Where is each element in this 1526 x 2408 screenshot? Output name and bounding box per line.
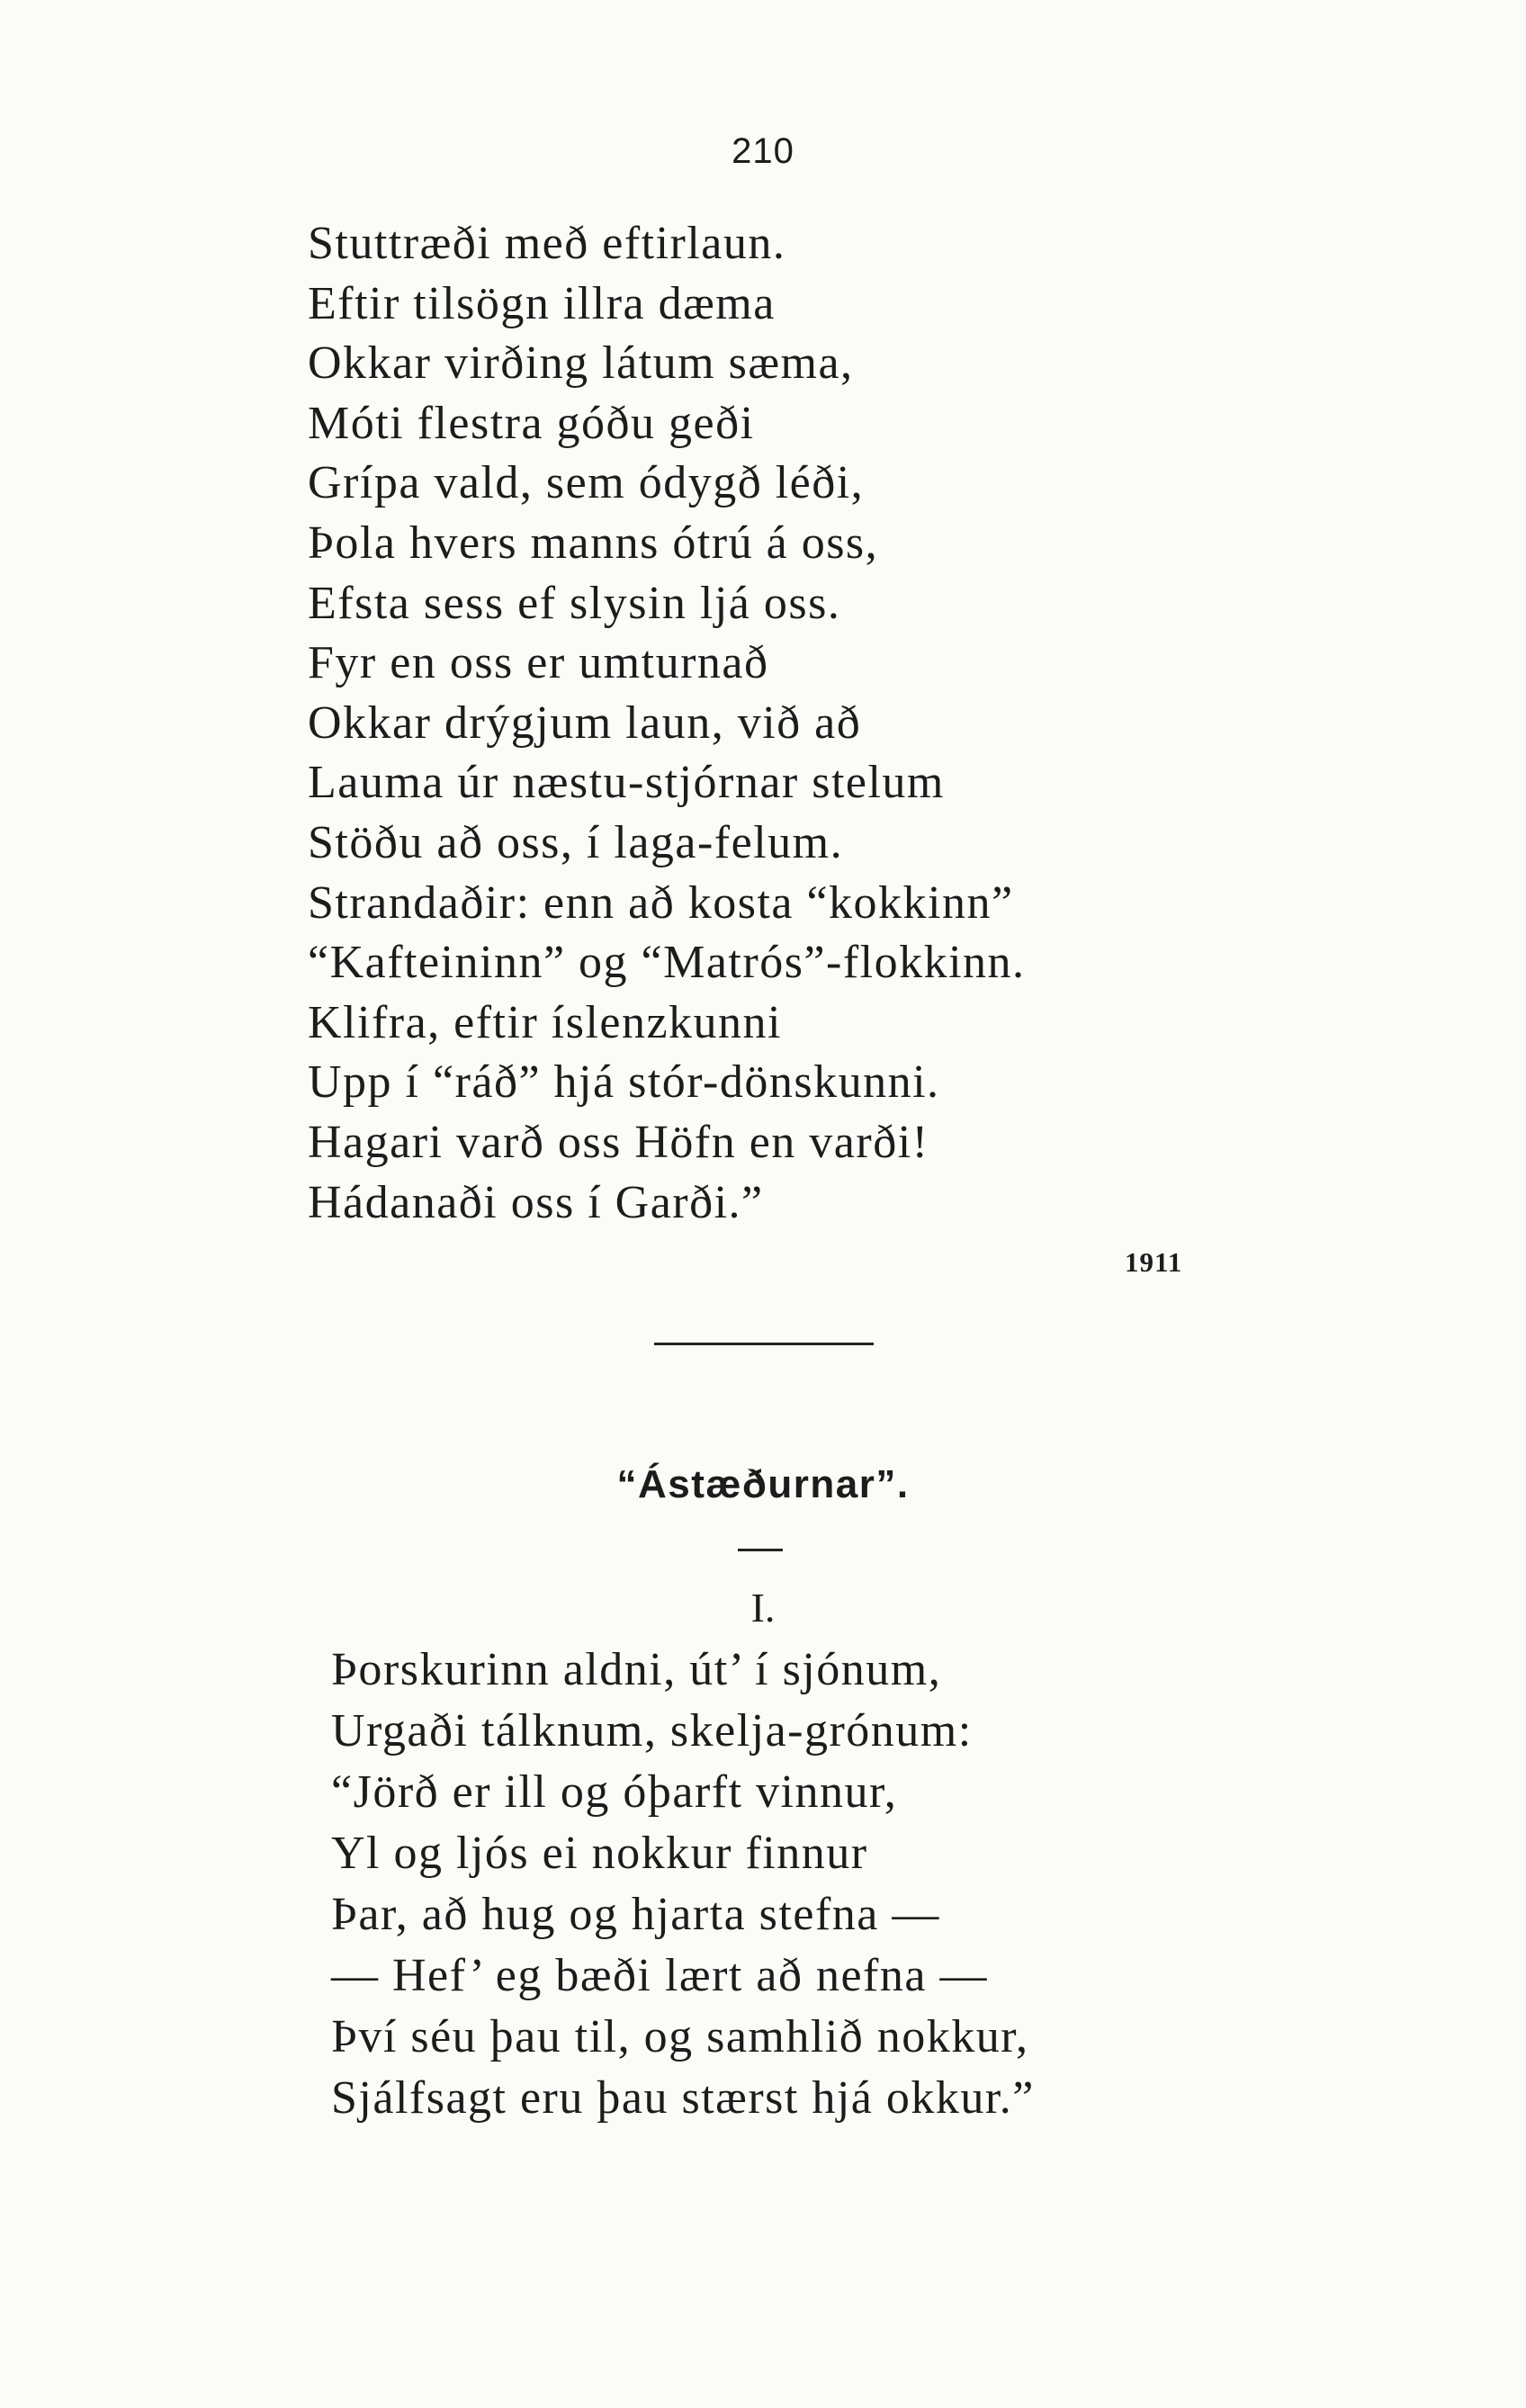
poem-line: Hagari varð oss Höfn en varði! [308, 1116, 929, 1168]
poem-line: Efsta sess ef slysin ljá oss. [308, 577, 841, 629]
title-rule [738, 1549, 783, 1551]
poem-title: “Ástæðurnar”. [616, 1462, 910, 1506]
part-number: I. [750, 1585, 776, 1631]
poem-line: Klifra, eftir íslenzkunni [308, 996, 783, 1048]
poem-line: Yl og ljós ei nokkur finnur [331, 1828, 868, 1879]
poem-line: Hádanaði oss í Garði.” [308, 1176, 764, 1228]
poem-year: 1911 [1125, 1246, 1183, 1278]
poem-stanza [331, 1640, 1035, 2129]
poem-stanza [308, 214, 1026, 1233]
poem-line: Stöðu að oss, í laga-felum. [308, 816, 844, 868]
poem-line: Upp í “ráð” hjá stór-dönskunni. [308, 1056, 940, 1109]
poem-line: Grípa vald, sem ódygð léði, [308, 457, 865, 509]
poem-line: “Jörð er ill og óþarft vinnur, [331, 1766, 898, 1818]
poem-line: Urgaði tálknum, skelja-grónum: [331, 1705, 973, 1757]
poem-line: Okkar virðing látum sæma, [308, 337, 854, 390]
poem-line: “Kafteininn” og “Matrós”-flokkinn. [308, 937, 1026, 989]
poem-line: Sjálfsagt eru þau stærst hjá okkur.” [331, 2072, 1035, 2124]
poem-line: Þola hvers manns ótrú á oss, [308, 517, 879, 569]
poem-line: Okkar drýgjum laun, við að [308, 696, 862, 749]
poem-line: — Hef’ eg bæði lært að nefna — [331, 1950, 988, 2001]
poem-line: Þorskurinn aldni, út’ í sjónum, [331, 1644, 942, 1695]
poem-line: Stuttræði með eftirlaun. [308, 218, 786, 269]
poem-line: Móti flestra góðu geði [308, 397, 755, 449]
poem-line: Fyr en oss er umturnað [308, 637, 769, 689]
poem-line: Eftir tilsögn illra dæma [308, 277, 776, 329]
section-divider [654, 1343, 874, 1345]
poem-line: Lauma úr næstu-stjórnar stelum [308, 757, 945, 809]
poem-line: Þar, að hug og hjarta stefna — [331, 1889, 940, 1940]
page-number: 210 [732, 131, 794, 171]
poem-line: Strandaðir: enn að kosta “kokkinn” [308, 876, 1014, 929]
poem-line: Því séu þau til, og samhlið nokkur, [331, 2011, 1029, 2062]
